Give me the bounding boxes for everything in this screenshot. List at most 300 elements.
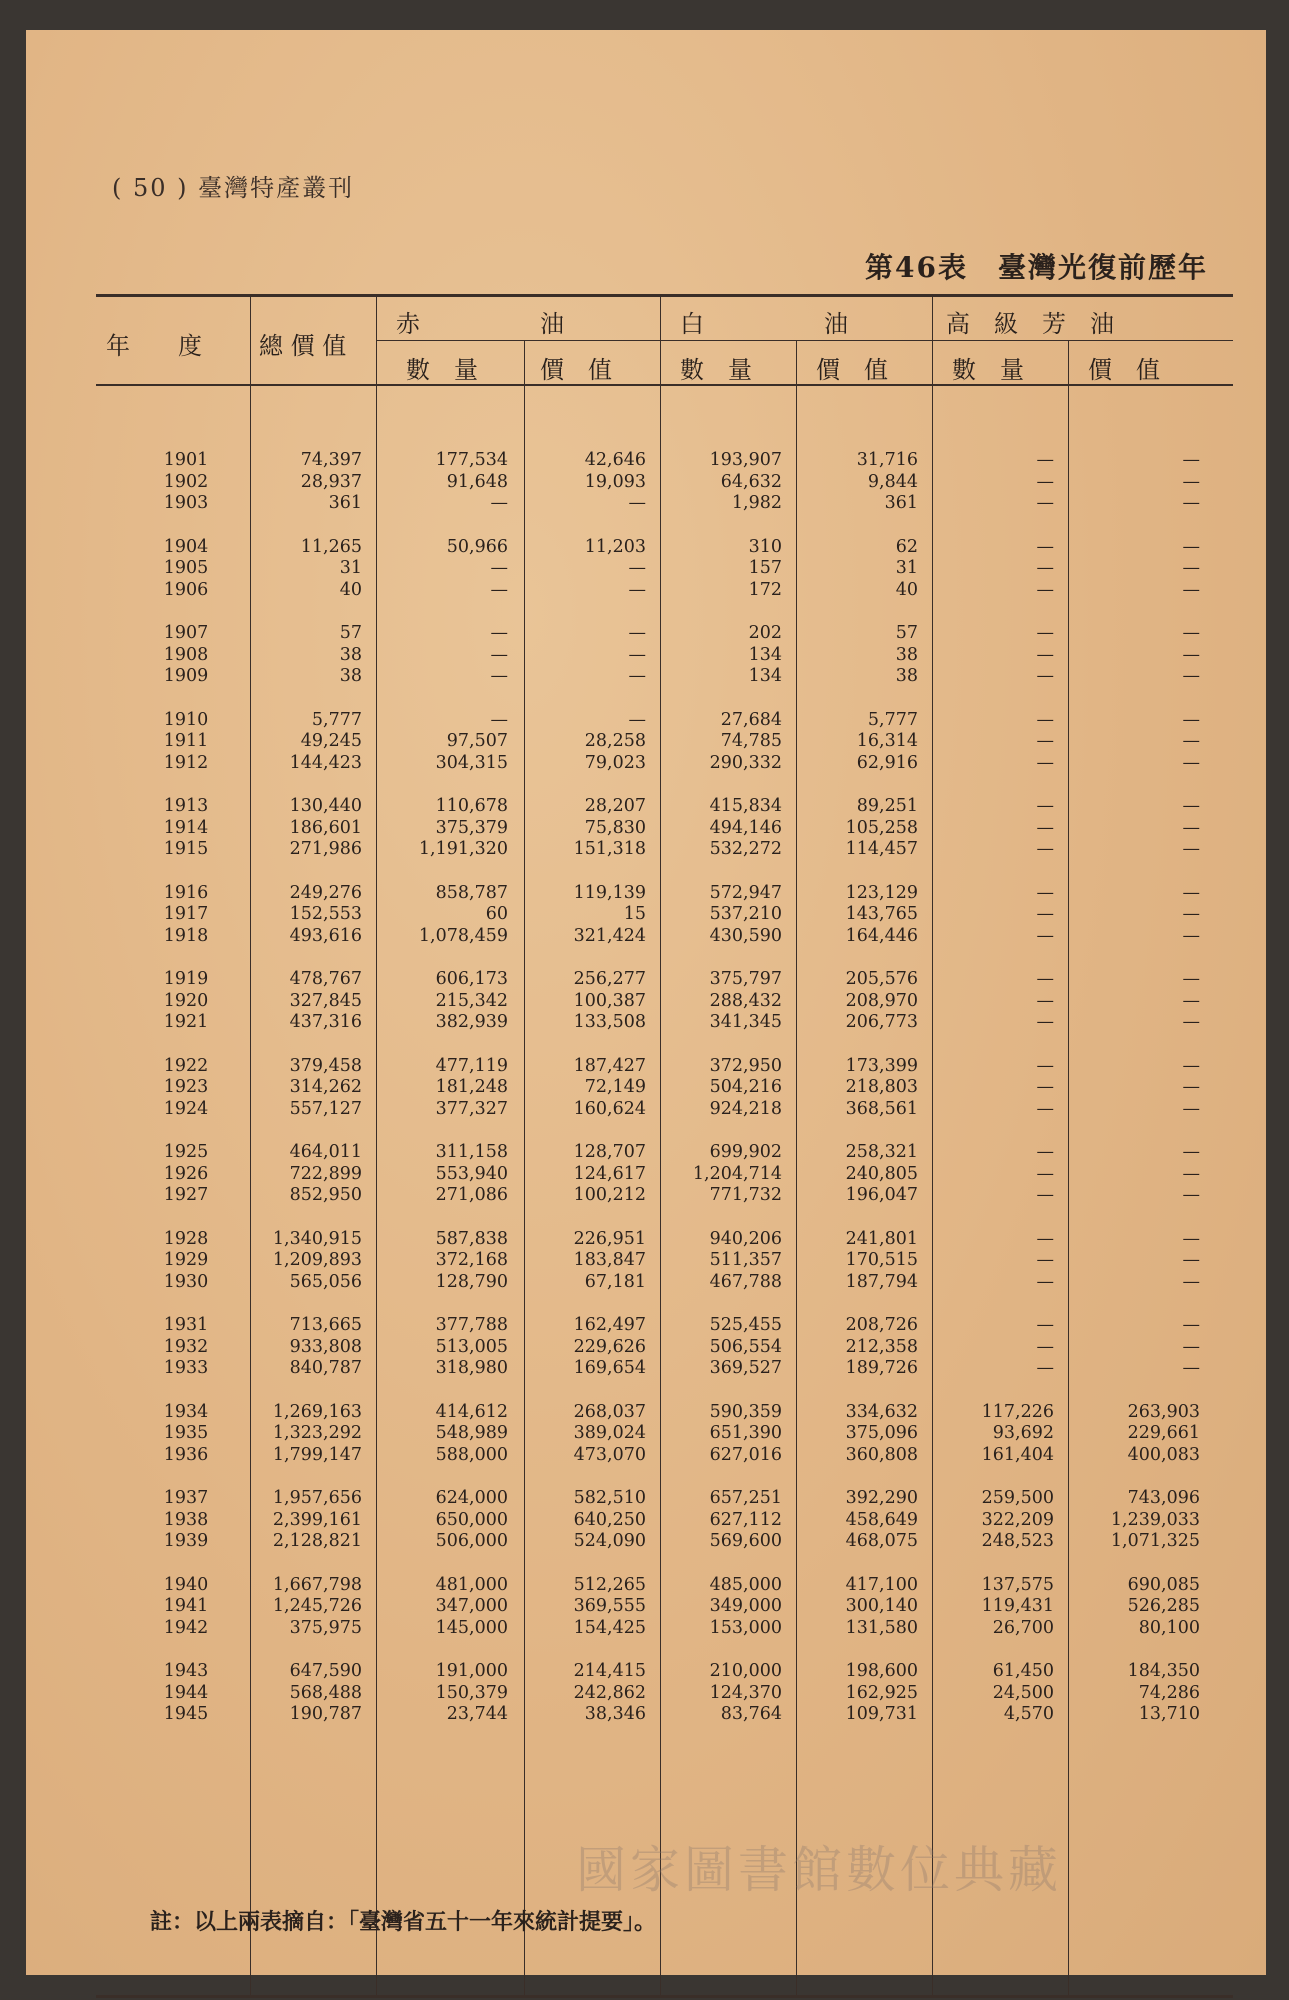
table-cell: 1920: [163, 990, 209, 1011]
table-cell: 184,350: [1127, 1661, 1200, 1681]
row-group-gap: [526, 515, 646, 537]
table-cell: 485,000: [709, 1574, 782, 1595]
table-cell: —: [1182, 839, 1200, 859]
table-cell: 131,580: [845, 1617, 918, 1638]
table-cell: 650,000: [435, 1509, 508, 1530]
row-group-gap: [526, 1293, 646, 1315]
table-cell: 321,424: [573, 925, 646, 946]
row-group-gap: [252, 601, 362, 623]
table-cell: 347,000: [435, 1596, 508, 1616]
table-cell: 229,626: [573, 1336, 646, 1357]
row-group-gap: [526, 1034, 646, 1056]
table-cell: —: [1182, 1098, 1200, 1119]
table-cell: 1936: [163, 1444, 209, 1465]
row-group-gap: [662, 688, 782, 710]
row-group-gap: [252, 774, 362, 796]
row-group-gap: [798, 1120, 918, 1142]
table-cell: 565,056: [289, 1271, 362, 1292]
table-cell: 1928: [163, 1228, 209, 1249]
table-cell: 587,838: [435, 1228, 508, 1249]
row-group-gap: [798, 861, 918, 883]
table-cell: 67,181: [584, 1271, 646, 1292]
table-cell: 189,726: [845, 1358, 918, 1378]
table-cell: 1904: [163, 536, 209, 557]
table-cell: 128,707: [573, 1142, 646, 1162]
table-cell: 1918: [163, 925, 209, 946]
row-group-gap: [526, 947, 646, 969]
table-cell: 62: [895, 536, 918, 557]
table-cell: 389,024: [573, 1423, 646, 1443]
table-cell: 553,940: [435, 1163, 508, 1184]
table-cell: 430,590: [709, 925, 782, 946]
row-group-gap: [378, 1553, 508, 1575]
column-divider: [250, 294, 251, 1996]
red-oil-value-column: [526, 450, 646, 1726]
table-cell: 1,071,325: [1110, 1531, 1200, 1551]
column-divider: [796, 340, 797, 1996]
table-cell: —: [1182, 1012, 1200, 1032]
table-cell: 1917: [163, 904, 209, 924]
table-cell: 1937: [163, 1488, 209, 1508]
table-cell: 143,765: [845, 904, 918, 924]
row-group-gap: [934, 1034, 1054, 1056]
table-cell: 375,379: [435, 817, 508, 838]
table-cell: 1912: [163, 752, 209, 773]
row-group-gap: [1070, 601, 1200, 623]
row-group-gap: [934, 1553, 1054, 1575]
row-group-gap: [934, 688, 1054, 710]
high-grade-oil-quantity-column: [934, 450, 1054, 1726]
table-cell: 1,667,798: [272, 1574, 362, 1595]
table-cell: 38: [339, 644, 362, 665]
header-value: 價 值: [1088, 356, 1160, 384]
header-quantity: 數 量: [406, 356, 478, 384]
table-cell: 64,632: [720, 471, 782, 492]
table-cell: 537,210: [709, 904, 782, 924]
row-group-gap: [798, 688, 918, 710]
table-cell: —: [1182, 1358, 1200, 1378]
row-group-gap: [252, 947, 362, 969]
table-cell: 1,269,163: [272, 1401, 362, 1422]
row-group-gap: [378, 1293, 508, 1315]
row-group-gap: [146, 515, 226, 537]
table-cell: —: [1182, 579, 1200, 600]
table-cell: —: [1182, 558, 1200, 578]
table-cell: 240,805: [845, 1163, 918, 1184]
row-group-gap: [1070, 1293, 1200, 1315]
table-cell: —: [1036, 1336, 1054, 1357]
table-cell: —: [1182, 796, 1200, 816]
row-group-gap: [252, 1466, 362, 1488]
row-group-gap: [662, 515, 782, 537]
table-cell: 493,616: [289, 925, 362, 946]
table-cell: 153,000: [709, 1617, 782, 1638]
table-cell: 1919: [163, 969, 209, 989]
table-cell: 172: [748, 579, 782, 600]
row-group-gap: [526, 1466, 646, 1488]
table-cell: 271,086: [435, 1185, 508, 1205]
table-cell: 1905: [163, 558, 209, 578]
table-cell: 210,000: [709, 1661, 782, 1681]
row-group-gap: [526, 774, 646, 796]
table-cell: 57: [339, 623, 362, 643]
table-cell: 61,450: [992, 1661, 1054, 1681]
table-cell: 1,239,033: [1110, 1509, 1200, 1530]
table-cell: 170,515: [845, 1250, 918, 1270]
table-cell: 160,624: [573, 1098, 646, 1119]
table-cell: 161,404: [981, 1444, 1054, 1465]
table-cell: —: [1036, 1228, 1054, 1249]
table-cell: —: [1036, 1012, 1054, 1032]
table-cell: 690,085: [1127, 1574, 1200, 1595]
row-group-gap: [934, 601, 1054, 623]
table-cell: —: [1036, 817, 1054, 838]
table-cell: 206,773: [845, 1012, 918, 1032]
table-cell: 218,803: [845, 1077, 918, 1097]
table-cell: 31: [339, 558, 362, 578]
table-cell: 304,315: [435, 752, 508, 773]
table-cell: 1927: [163, 1185, 209, 1205]
table-cell: 1,340,915: [272, 1228, 362, 1249]
table-cell: 494,146: [709, 817, 782, 838]
table-cell: 164,446: [845, 925, 918, 946]
table-cell: 1,323,292: [272, 1423, 362, 1443]
table-cell: —: [490, 666, 508, 686]
table-cell: —: [490, 493, 508, 513]
header-value: 價 值: [540, 356, 612, 384]
row-group-gap: [934, 1639, 1054, 1661]
table-cell: —: [1182, 990, 1200, 1011]
table-cell: 144,423: [289, 752, 362, 773]
table-cell: —: [1036, 1163, 1054, 1184]
table-cell: 1,982: [731, 493, 782, 513]
table-cell: —: [1182, 623, 1200, 643]
row-group-gap: [378, 1380, 508, 1402]
table-cell: 504,216: [709, 1077, 782, 1097]
table-cell: 840,787: [289, 1358, 362, 1378]
table-cell: 1935: [163, 1423, 209, 1443]
table-cell: 572,947: [709, 882, 782, 903]
table-cell: 557,127: [289, 1098, 362, 1119]
table-cell: 368,561: [845, 1098, 918, 1119]
table-cell: 657,251: [709, 1488, 782, 1508]
table-cell: 89,251: [856, 796, 918, 816]
table-cell: —: [1182, 904, 1200, 924]
table-title: 第46表 臺灣光復前歷年: [865, 251, 1208, 284]
table-cell: 40: [895, 579, 918, 600]
table-cell: 214,415: [573, 1661, 646, 1681]
table-cell: 1939: [163, 1531, 209, 1551]
table-cell: 1906: [163, 579, 209, 600]
table-cell: 377,327: [435, 1098, 508, 1119]
table-cell: 2,128,821: [272, 1531, 362, 1551]
column-divider: [660, 294, 661, 1996]
table-cell: 263,903: [1127, 1401, 1200, 1422]
row-group-gap: [378, 1466, 508, 1488]
table-cell: 74,397: [300, 450, 362, 470]
row-group-gap: [1070, 1034, 1200, 1056]
table-cell: 1934: [163, 1401, 209, 1422]
row-group-gap: [798, 1207, 918, 1229]
year-column: [146, 450, 226, 1726]
table-cell: 361: [328, 493, 362, 513]
table-cell: 375,975: [289, 1617, 362, 1638]
row-group-gap: [526, 1639, 646, 1661]
table-cell: 9,844: [867, 471, 918, 492]
high-grade-oil-value-column: [1070, 450, 1200, 1726]
table-cell: 1933: [163, 1358, 209, 1378]
table-cell: 1921: [163, 1012, 209, 1032]
row-group-gap: [146, 1639, 226, 1661]
table-cell: 28,258: [584, 731, 646, 751]
row-group-gap: [378, 601, 508, 623]
table-cell: 208,726: [845, 1315, 918, 1335]
table-cell: 458,649: [845, 1509, 918, 1530]
table-cell: 1923: [163, 1077, 209, 1097]
table-cell: 114,457: [845, 839, 918, 859]
table-cell: 722,899: [289, 1163, 362, 1184]
table-cell: —: [1036, 731, 1054, 751]
table-cell: 588,000: [435, 1444, 508, 1465]
table-cell: —: [1182, 644, 1200, 665]
table-cell: —: [1182, 1315, 1200, 1335]
table-cell: 771,732: [709, 1185, 782, 1205]
table-cell: 1929: [163, 1250, 209, 1270]
table-cell: 713,665: [289, 1315, 362, 1335]
table-cell: —: [1182, 493, 1200, 513]
table-cell: 1915: [163, 839, 209, 859]
table-cell: 468,075: [845, 1531, 918, 1551]
row-group-gap: [798, 515, 918, 537]
table-cell: 40: [339, 579, 362, 600]
table-cell: 478,767: [289, 969, 362, 989]
table-cell: 130,440: [289, 796, 362, 816]
table-cell: —: [490, 558, 508, 578]
table-cell: —: [1182, 471, 1200, 492]
table-cell: 1,204,714: [692, 1163, 782, 1184]
table-cell: 198,600: [845, 1661, 918, 1681]
table-cell: 162,925: [845, 1682, 918, 1703]
row-group-gap: [662, 1207, 782, 1229]
table-cell: —: [1036, 558, 1054, 578]
row-group-gap: [934, 1293, 1054, 1315]
table-cell: 627,016: [709, 1444, 782, 1465]
table-cell: 1932: [163, 1336, 209, 1357]
table-cell: 187,427: [573, 1055, 646, 1076]
table-cell: —: [1182, 536, 1200, 557]
table-cell: —: [1182, 817, 1200, 838]
table-cell: 60: [485, 904, 508, 924]
table-cell: 256,277: [573, 969, 646, 989]
row-group-gap: [934, 774, 1054, 796]
red-oil-quantity-column: [378, 450, 508, 1726]
table-cell: 133,508: [573, 1012, 646, 1032]
table-cell: —: [1182, 1055, 1200, 1076]
table-cell: 1941: [163, 1596, 209, 1616]
table-cell: 229,661: [1127, 1423, 1200, 1443]
row-group-gap: [526, 601, 646, 623]
table-cell: —: [1182, 1228, 1200, 1249]
white-oil-quantity-column: [662, 450, 782, 1726]
table-cell: 119,139: [573, 882, 646, 903]
table-cell: 134: [748, 644, 782, 665]
row-group-gap: [252, 1120, 362, 1142]
table-cell: —: [1182, 1271, 1200, 1292]
table-cell: —: [1182, 1336, 1200, 1357]
row-group-gap: [1070, 1380, 1200, 1402]
table-cell: 38: [895, 644, 918, 665]
table-cell: 310: [748, 536, 782, 557]
table-cell: 128,790: [435, 1271, 508, 1292]
table-cell: 27,684: [720, 709, 782, 730]
table-cell: —: [1036, 644, 1054, 665]
table-cell: 415,834: [709, 796, 782, 816]
table-cell: 50,966: [446, 536, 508, 557]
table-cell: 322,209: [981, 1509, 1054, 1530]
table-cell: 110,678: [435, 796, 508, 816]
table-cell: 526,285: [1127, 1596, 1200, 1616]
table-cell: —: [1182, 882, 1200, 903]
table-cell: 1945: [163, 1704, 209, 1724]
row-group-gap: [934, 1120, 1054, 1142]
table-cell: 1,191,320: [418, 839, 508, 859]
table-cell: 83,764: [720, 1704, 782, 1724]
row-group-gap: [252, 1553, 362, 1575]
table-cell: 1930: [163, 1271, 209, 1292]
table-cell: —: [1182, 752, 1200, 773]
table-cell: 858,787: [435, 882, 508, 903]
table-cell: —: [1182, 731, 1200, 751]
table-cell: 42,646: [584, 450, 646, 470]
table-cell: 477,119: [435, 1055, 508, 1076]
table-cell: —: [1036, 493, 1054, 513]
table-cell: 134: [748, 666, 782, 686]
table-cell: 372,168: [435, 1250, 508, 1270]
table-cell: 93,692: [992, 1423, 1054, 1443]
table-cell: 392,290: [845, 1488, 918, 1508]
row-group-gap: [378, 1120, 508, 1142]
row-group-gap: [252, 861, 362, 883]
table-cell: 1913: [163, 796, 209, 816]
table-cell: 19,093: [584, 471, 646, 492]
table-cell: 74,286: [1138, 1682, 1200, 1703]
table-cell: 31: [895, 558, 918, 578]
table-cell: 548,989: [435, 1423, 508, 1443]
table-cell: 177,534: [435, 450, 508, 470]
table-cell: 24,500: [992, 1682, 1054, 1703]
table-cell: 506,554: [709, 1336, 782, 1357]
table-cell: 105,258: [845, 817, 918, 838]
table-cell: 1909: [163, 666, 209, 686]
table-cell: 38,346: [584, 1704, 646, 1724]
table-cell: 91,648: [446, 471, 508, 492]
row-group-gap: [1070, 947, 1200, 969]
table-cell: —: [1036, 752, 1054, 773]
table-cell: —: [1036, 666, 1054, 686]
header-quantity: 數 量: [680, 356, 752, 384]
table-cell: 400,083: [1127, 1444, 1200, 1465]
table-cell: 525,455: [709, 1315, 782, 1335]
row-group-gap: [934, 947, 1054, 969]
table-cell: —: [1036, 839, 1054, 859]
row-group-gap: [934, 861, 1054, 883]
table-cell: 119,431: [981, 1596, 1054, 1616]
table-cell: 375,096: [845, 1423, 918, 1443]
table-cell: 109,731: [845, 1704, 918, 1724]
row-group-gap: [934, 1380, 1054, 1402]
table-cell: 1910: [163, 709, 209, 730]
table-cell: 145,000: [435, 1617, 508, 1638]
table-cell: —: [1182, 1163, 1200, 1184]
table-cell: 226,951: [573, 1228, 646, 1249]
table-cell: 361: [884, 493, 918, 513]
table-cell: 940,206: [709, 1228, 782, 1249]
row-group-gap: [662, 947, 782, 969]
table-cell: 933,808: [289, 1336, 362, 1357]
table-cell: 13,710: [1138, 1704, 1200, 1724]
row-group-gap: [378, 774, 508, 796]
table-cell: 151,318: [573, 839, 646, 859]
table-cell: 375,797: [709, 969, 782, 989]
table-cell: 26,700: [992, 1617, 1054, 1638]
table-cell: 5,777: [867, 709, 918, 730]
table-cell: 259,500: [981, 1488, 1054, 1508]
table-cell: 169,654: [573, 1358, 646, 1378]
table-cell: 1922: [163, 1055, 209, 1076]
table-cell: 196,047: [845, 1185, 918, 1205]
table-cell: 162,497: [573, 1315, 646, 1335]
row-group-gap: [252, 515, 362, 537]
table-cell: 1940: [163, 1574, 209, 1595]
table-cell: 268,037: [573, 1401, 646, 1422]
table-cell: 1938: [163, 1509, 209, 1530]
table-cell: 38: [895, 666, 918, 686]
table-cell: 311,158: [435, 1142, 508, 1162]
row-group-gap: [798, 601, 918, 623]
table-cell: —: [628, 709, 646, 730]
row-group-gap: [146, 774, 226, 796]
table-cell: —: [1036, 1358, 1054, 1378]
table-cell: —: [1036, 1098, 1054, 1119]
table-cell: 464,011: [289, 1142, 362, 1162]
table-cell: 1,957,656: [272, 1488, 362, 1508]
table-cell: 473,070: [573, 1444, 646, 1465]
table-cell: —: [1182, 450, 1200, 470]
table-cell: —: [1036, 471, 1054, 492]
row-group-gap: [378, 515, 508, 537]
row-group-gap: [798, 1034, 918, 1056]
table-cell: 369,527: [709, 1358, 782, 1378]
table-cell: —: [1036, 969, 1054, 989]
table-cell: 191,000: [435, 1661, 508, 1681]
table-cell: —: [1036, 904, 1054, 924]
table-cell: 193,907: [709, 450, 782, 470]
table-cell: —: [1182, 1185, 1200, 1205]
table-cell: 327,845: [289, 990, 362, 1011]
table-cell: 300,140: [845, 1596, 918, 1616]
row-group-gap: [798, 774, 918, 796]
table-cell: 1,245,726: [272, 1596, 362, 1616]
table-cell: —: [1036, 1185, 1054, 1205]
table-cell: 1911: [163, 731, 209, 751]
table-cell: 582,510: [573, 1488, 646, 1508]
table-cell: 4,570: [1003, 1704, 1054, 1724]
row-group-gap: [378, 1034, 508, 1056]
column-divider: [376, 294, 377, 1996]
table-cell: 28,937: [300, 471, 362, 492]
table-cell: 568,488: [289, 1682, 362, 1703]
row-group-gap: [662, 1553, 782, 1575]
